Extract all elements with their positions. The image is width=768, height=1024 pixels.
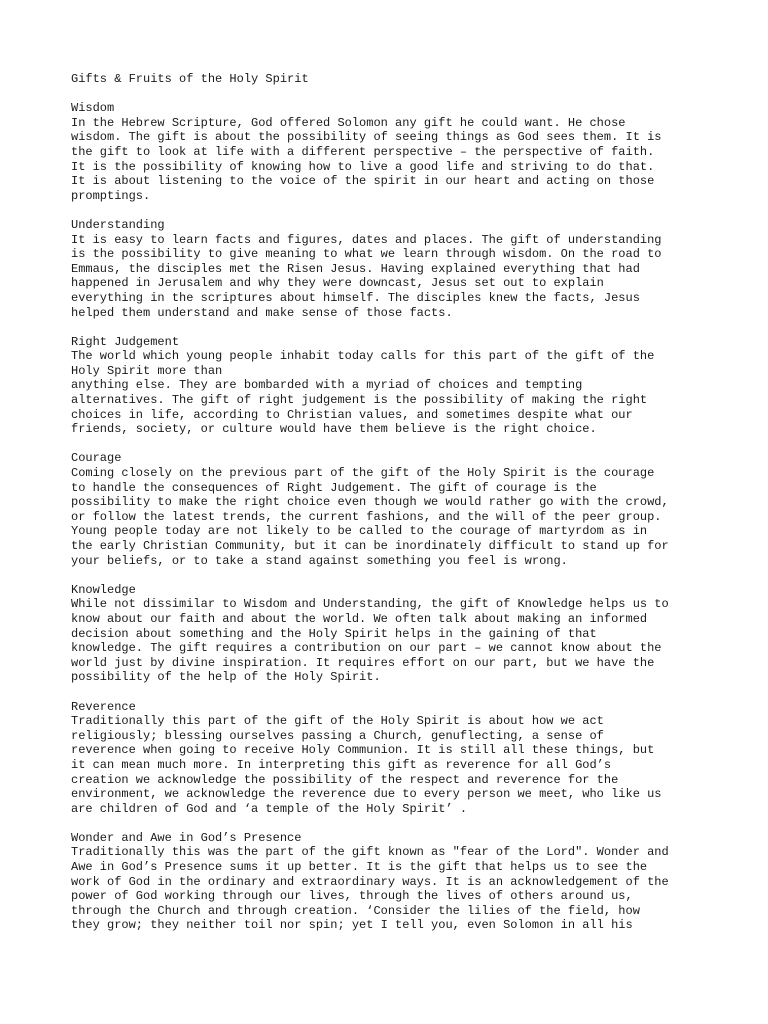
section-text-line: religiously; blessing ourselves passing a Church, genuflecting, a sense of xyxy=(71,728,604,743)
section-text-line: possibility of the help of the Holy Spirit. xyxy=(71,670,381,685)
section-text-line: work of God in the ordinary and extraordinary ways. It is an acknowledgement of the xyxy=(71,874,669,889)
section xyxy=(71,831,711,933)
section-text-line: choices in life, according to Christian values, and sometimes despite what our xyxy=(71,407,633,422)
document-title: Gifts & Fruits of the Holy Spirit xyxy=(71,72,309,86)
section-heading: Wonder and Awe in God’s Presence xyxy=(71,830,302,845)
section-text-line: creation we acknowledge the possibility of the respect and reverence for the xyxy=(71,772,619,787)
section xyxy=(71,700,711,817)
section-heading: Understanding xyxy=(71,217,165,232)
section-text-line: Traditionally this was the part of the gift known as "fear of the Lord". Wonder and xyxy=(71,845,669,860)
section-text-line: your beliefs, or to take a stand against something you feel is wrong. xyxy=(71,553,568,568)
section-heading: Courage xyxy=(71,451,122,466)
section-text-line: world just by divine inspiration. It requires effort on our part, but we have the xyxy=(71,655,655,670)
section-text-line: is the possibility to give meaning to what we learn through wisdom. On the road to xyxy=(71,247,662,262)
section-text-line: reverence when going to receive Holy Communion. It is still all these things, but xyxy=(71,743,655,758)
section-text-line: are children of God and ‘a temple of the Holy Spirit’ . xyxy=(71,801,468,816)
section-text-line: know about our faith and about the world. We often talk about making an informed xyxy=(71,611,648,626)
section-text-line: the gift to look at life with a different perspective – the perspective of faith. xyxy=(71,144,655,159)
section-text-line: the early Christian Community, but it can be inordinately difficult to stand up for xyxy=(71,539,669,553)
section-text-line: It is easy to learn facts and figures, dates and places. The gift of understanding xyxy=(71,232,662,247)
section xyxy=(71,451,711,568)
section xyxy=(71,335,711,437)
section-text-line: Traditionally this part of the gift of the Holy Spirit is about how we act xyxy=(71,714,604,729)
section-text-line: Holy Spirit more than xyxy=(71,363,223,378)
section-text-line: Coming closely on the previous part of the gift of the Holy Spirit is the courage xyxy=(71,466,655,481)
section-text-line: environment, we acknowledge the reverence due to every person we meet, who like us xyxy=(71,787,662,802)
section-text-line: friends, society, or culture would have them believe is the right choice. xyxy=(71,422,597,437)
section-text-line: Awe in God’s Presence sums it up better. It is the gift that helps us to see the xyxy=(71,860,648,875)
section xyxy=(71,101,711,203)
section-text-line: In the Hebrew Scripture, God offered Solomon any gift he could want. He chose xyxy=(71,115,626,130)
section-text-line: decision about something and the Holy Spirit helps in the gaining of that xyxy=(71,626,597,641)
section-text-line: anything else. They are bombarded with a myriad of choices and tempting xyxy=(71,378,583,393)
section-text-line: through the Church and through creation. ‘Consider the lilies of the field, how xyxy=(71,903,640,918)
section-text-line: everything in the scriptures about himself. The disciples knew the facts, Jesus xyxy=(71,290,640,305)
section-text-line: wisdom. The gift is about the possibility of seeing things as God sees them. It is xyxy=(71,130,662,145)
section-text-line: Emmaus, the disciples met the Risen Jesus. Having explained everything that had xyxy=(71,261,640,276)
section-text-line: It is the possibility of knowing how to live a good life and striving to do that. xyxy=(71,159,655,174)
sections-container xyxy=(71,101,711,933)
section-text-line: Young people today are not likely to be called to the courage of martyrdom as in xyxy=(71,524,648,539)
section-text-line: they grow; they neither toil nor spin; yet I tell you, even Solomon in all his xyxy=(71,918,633,933)
section-text-line: promptings. xyxy=(71,188,151,203)
section-text-line: happened in Jerusalem and why they were downcast, Jesus set out to explain xyxy=(71,276,604,291)
section-text-line: The world which young people inhabit today calls for this part of the gift of the xyxy=(71,349,655,364)
section-text-line: power of God working through our lives, through the lives of others around us, xyxy=(71,889,633,904)
section xyxy=(71,218,711,320)
section-text-line: knowledge. The gift requires a contribution on our part – we cannot know about the xyxy=(71,641,662,656)
section-heading: Knowledge xyxy=(71,582,136,597)
section-heading: Reverence xyxy=(71,699,136,714)
section-heading: Right Judgement xyxy=(71,334,180,349)
section-text-line: alternatives. The gift of right judgement is the possibility of making the right xyxy=(71,393,648,408)
section-text-line: helped them understand and make sense of those facts. xyxy=(71,305,453,320)
section-heading: Wisdom xyxy=(71,101,115,116)
document-body xyxy=(71,72,711,948)
section-text-line: or follow the latest trends, the current fashions, and the will of the peer group. xyxy=(71,509,662,524)
section-text-line: It is about listening to the voice of the spirit in our heart and acting on those xyxy=(71,174,655,189)
section-text-line: While not dissimilar to Wisdom and Understanding, the gift of Knowledge helps us to xyxy=(71,597,669,612)
section-text-line: to handle the consequences of Right Judgement. The gift of courage is the xyxy=(71,480,597,495)
section-text-line: possibility to make the right choice even though we would rather go with the crowd, xyxy=(71,495,669,510)
section-text-line: it can mean much more. In interpreting this gift as reverence for all God’s xyxy=(71,757,612,772)
section xyxy=(71,583,711,685)
